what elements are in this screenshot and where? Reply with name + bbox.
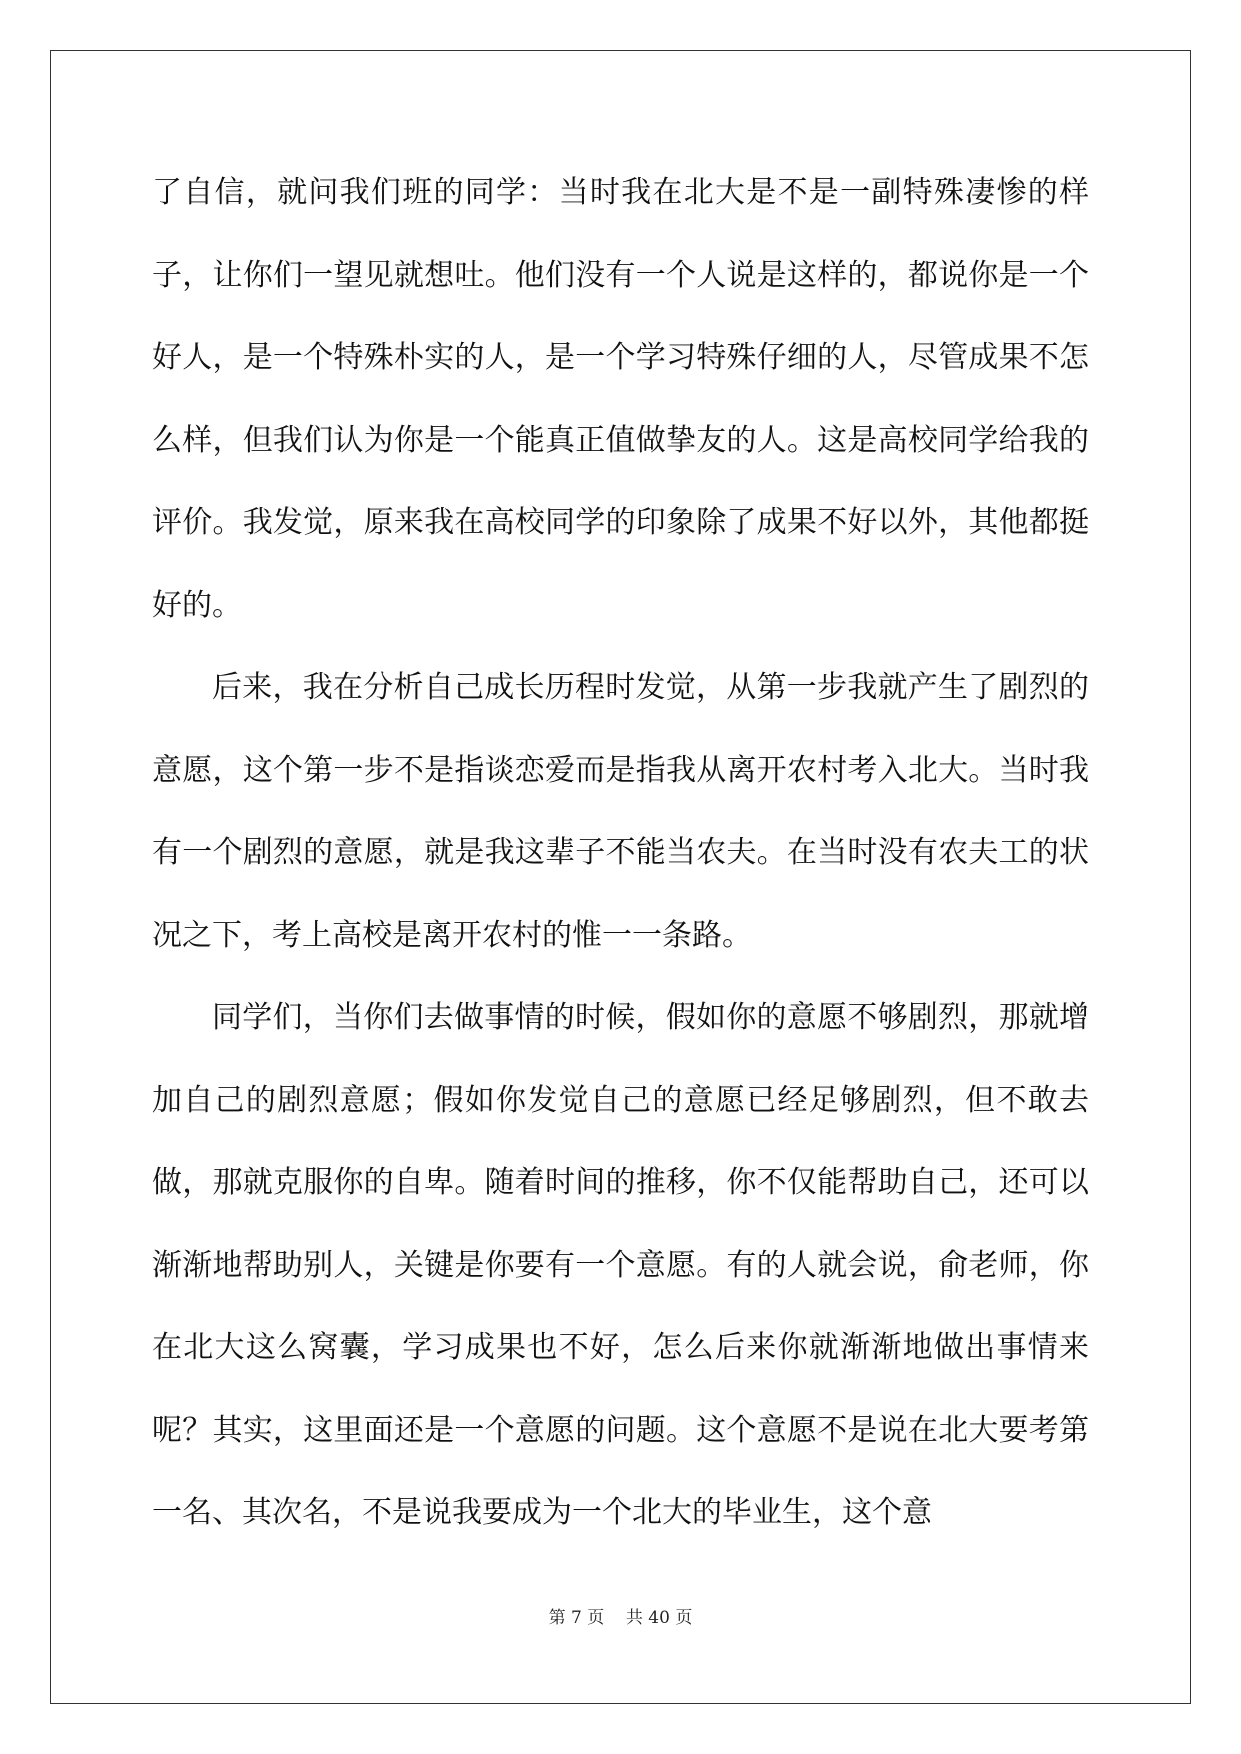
paragraph-1: 了自信，就问我们班的同学：当时我在北大是不是一副特殊凄惨的样子，让你们一望见就想吐。他们没有一个人说是这样的，都说你是一个好人，是一个特殊朴实的人，是一个学习特殊仔细的人，尽管成果不怎么样，但我们认为你是一个能真正值做挚友的人。这是高校同学给我的评价。我发觉，原来我在高校同学的印象除了成果不好以外，其他都挺好的。 [152,175,1089,623]
page-number-footer: 第 7 页 共 40 页 [548,1608,693,1628]
document-body [152,152,1089,1555]
paragraph-2: 后来，我在分析自己成长历程时发觉，从第一步我就产生了剧烈的意愿，这个第一步不是指谈恋爱而是指我从离开农村考入北大。当时我有一个剧烈的意愿，就是我这辈子不能当农夫。在当时没有农夫工的状况之下，考上高校是离开农村的惟一一条路。 [152,670,1089,953]
paragraph-3: 同学们，当你们去做事情的时候，假如你的意愿不够剧烈，那就增加自己的剧烈意愿；假如你发觉自己的意愿已经足够剧烈，但不敢去做，那就克服你的自卑。随着时间的推移，你不仅能帮助自己，还可以渐渐地帮助别人，关键是你要有一个意愿。有的人就会说，俞老师，你在北大这么窝囊，学习成果也不好，怎么后来你就渐渐地做出事情来呢？其实，这里面还是一个意愿的问题。这个意愿不是说在北大要考第一名、其次名，不是说我要成为一个北大的毕业生，这个意 [152,1000,1089,1530]
